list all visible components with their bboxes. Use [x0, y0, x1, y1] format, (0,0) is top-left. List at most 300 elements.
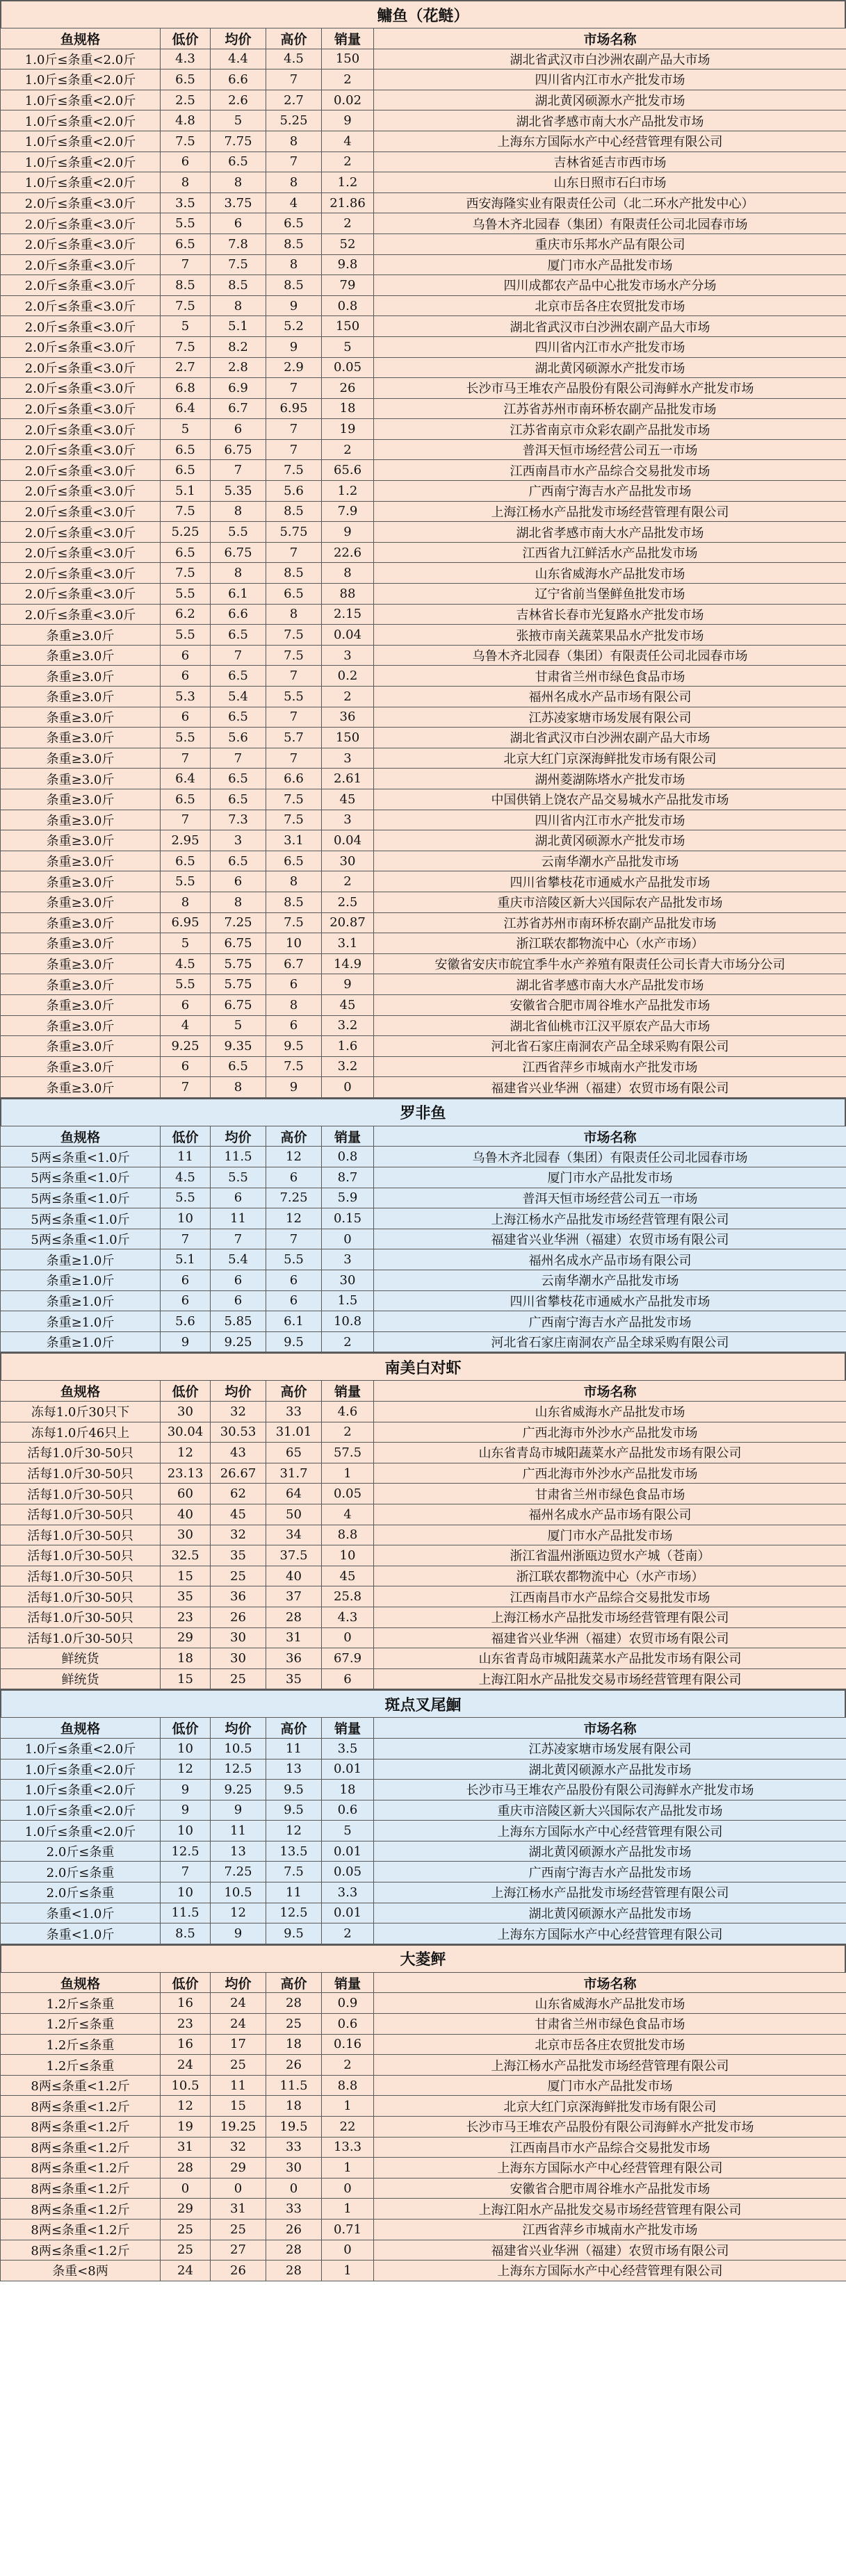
spec-cell: 5两≤条重<1.0斤: [1, 1188, 161, 1208]
volume-cell: 0.01: [322, 1841, 374, 1862]
volume-cell: 1.5: [322, 1290, 374, 1311]
high-price-cell: 6: [266, 1015, 322, 1036]
market-cell: 厦门市水产品批发市场: [374, 1525, 846, 1545]
volume-cell: 0.05: [322, 357, 374, 378]
section-title: 斑点叉尾鮰: [0, 1689, 846, 1717]
high-price-cell: 11.5: [266, 2075, 322, 2096]
spec-cell: 条重≥3.0斤: [1, 728, 161, 748]
spec-cell: 条重<1.0斤: [1, 1923, 161, 1944]
spec-cell: 1.0斤≤条重<2.0斤: [1, 1738, 161, 1759]
market-cell: 福建省兴业华洲（福建）农贸市场有限公司: [374, 2240, 846, 2261]
volume-cell: 79: [322, 275, 374, 296]
volume-cell: 3.3: [322, 1882, 374, 1903]
market-cell: 上海江杨水产品批发市场经营管理有限公司: [374, 2055, 846, 2076]
high-price-cell: 8.5: [266, 892, 322, 912]
table-row: [1, 1036, 846, 1057]
low-price-cell: 29: [161, 2199, 211, 2220]
volume-cell: 150: [322, 316, 374, 337]
market-cell: 北京大红门京深海鲜批发市场有限公司: [374, 748, 846, 769]
avg-price-cell: 5.5: [211, 1167, 266, 1188]
low-price-cell: 6.5: [161, 69, 211, 90]
volume-cell: 8.8: [322, 2075, 374, 2096]
spec-cell: 活每1.0斤30-50只: [1, 1586, 161, 1607]
table-row: [1, 1882, 846, 1903]
market-cell: 长沙市马王堆农产品股份有限公司海鲜水产批发市场: [374, 1780, 846, 1800]
avg-price-cell: 24: [211, 1993, 266, 2014]
low-price-cell: 6: [161, 151, 211, 172]
spec-cell: 条重≥3.0斤: [1, 707, 161, 728]
table-row: [1, 2117, 846, 2138]
avg-price-cell: 6.9: [211, 378, 266, 399]
low-price-cell: 10: [161, 1738, 211, 1759]
market-cell: 湖北黄冈硕源水产品批发市场: [374, 1759, 846, 1780]
spec-cell: 条重≥3.0斤: [1, 810, 161, 830]
market-cell: 厦门市水产品批发市场: [374, 2075, 846, 2096]
high-price-cell: 12: [266, 1821, 322, 1841]
table-row: [1, 522, 846, 543]
high-price-cell: 8: [266, 604, 322, 625]
spec-cell: 2.0斤≤条重<3.0斤: [1, 398, 161, 419]
low-price-cell: 6: [161, 1290, 211, 1311]
low-price-cell: 11.5: [161, 1903, 211, 1923]
high-price-cell: 7.5: [266, 625, 322, 646]
avg-price-cell: 10.5: [211, 1738, 266, 1759]
low-price-cell: 7.5: [161, 501, 211, 522]
avg-price-cell: 6.5: [211, 707, 266, 728]
avg-price-cell: 9.25: [211, 1331, 266, 1352]
column-header: 销量: [322, 1381, 374, 1402]
spec-cell: 5两≤条重<1.0斤: [1, 1147, 161, 1167]
low-price-cell: 7.5: [161, 295, 211, 316]
spec-cell: 条重≥3.0斤: [1, 645, 161, 666]
avg-price-cell: 15: [211, 2096, 266, 2117]
volume-cell: 150: [322, 728, 374, 748]
volume-cell: 20.87: [322, 912, 374, 933]
spec-cell: 1.0斤≤条重<2.0斤: [1, 110, 161, 131]
volume-cell: 30: [322, 851, 374, 871]
high-price-cell: 7.25: [266, 1188, 322, 1208]
table-row: [1, 871, 846, 892]
spec-cell: 2.0斤≤条重<3.0斤: [1, 192, 161, 213]
avg-price-cell: 6.75: [211, 994, 266, 1015]
avg-price-cell: 7: [211, 748, 266, 769]
volume-cell: 2: [322, 1331, 374, 1352]
spec-cell: 条重≥3.0斤: [1, 830, 161, 851]
low-price-cell: 6.5: [161, 233, 211, 254]
table-row: [1, 49, 846, 69]
table-row: [1, 1841, 846, 1862]
high-price-cell: 5.2: [266, 316, 322, 337]
spec-cell: 2.0斤≤条重<3.0斤: [1, 336, 161, 357]
price-table: [0, 1972, 846, 2281]
volume-cell: 3.2: [322, 1056, 374, 1077]
avg-price-cell: 29: [211, 2158, 266, 2179]
spec-cell: 条重≥3.0斤: [1, 851, 161, 871]
avg-price-cell: 11.5: [211, 1147, 266, 1167]
column-header: 高价: [266, 1972, 322, 1993]
volume-cell: 0: [322, 1229, 374, 1249]
volume-cell: 2: [322, 69, 374, 90]
market-cell: 甘肃省兰州市绿色食品市场: [374, 666, 846, 687]
header-row: [1, 1972, 846, 1993]
spec-cell: 条重≥3.0斤: [1, 953, 161, 974]
spec-cell: 2.0斤≤条重<3.0斤: [1, 378, 161, 399]
low-price-cell: 12: [161, 2096, 211, 2117]
high-price-cell: 8.5: [266, 233, 322, 254]
volume-cell: 13.3: [322, 2137, 374, 2158]
market-cell: 广西北海市外沙水产品批发市场: [374, 1422, 846, 1443]
market-cell: 上海江杨水产品批发市场经营管理有限公司: [374, 1882, 846, 1903]
table-row: [1, 2261, 846, 2281]
market-cell: 四川省内江市水产批发市场: [374, 336, 846, 357]
table-row: [1, 1648, 846, 1669]
volume-cell: 1.6: [322, 1036, 374, 1057]
price-table: [0, 28, 846, 1098]
volume-cell: 2: [322, 1422, 374, 1443]
high-price-cell: 7.5: [266, 912, 322, 933]
high-price-cell: 6.5: [266, 213, 322, 234]
spec-cell: 条重≥3.0斤: [1, 1015, 161, 1036]
volume-cell: 3: [322, 645, 374, 666]
market-cell: 福州名成水产品市场有限公司: [374, 1249, 846, 1270]
market-cell: 湖北省武汉市白沙洲农副产品大市场: [374, 728, 846, 748]
avg-price-cell: 27: [211, 2240, 266, 2261]
market-cell: 吉林省延吉市西市场: [374, 151, 846, 172]
low-price-cell: 5.3: [161, 687, 211, 707]
table-row: [1, 295, 846, 316]
spec-cell: 2.0斤≤条重<3.0斤: [1, 213, 161, 234]
high-price-cell: 6.1: [266, 1311, 322, 1332]
avg-price-cell: 43: [211, 1443, 266, 1463]
avg-price-cell: 26: [211, 1607, 266, 1627]
volume-cell: 2: [322, 687, 374, 707]
market-cell: 江西省萍乡市城南水产批发市场: [374, 1056, 846, 1077]
volume-cell: 1: [322, 2096, 374, 2117]
market-cell: 普洱天恒市场经营公司五一市场: [374, 439, 846, 460]
avg-price-cell: 5.75: [211, 953, 266, 974]
avg-price-cell: 6: [211, 1270, 266, 1291]
table-row: [1, 604, 846, 625]
market-cell: 北京市岳各庄农贸批发市场: [374, 295, 846, 316]
low-price-cell: 12.5: [161, 1841, 211, 1862]
market-cell: 中国供销上饶农产品交易城水产品批发市场: [374, 789, 846, 810]
spec-cell: 条重<8两: [1, 2261, 161, 2281]
low-price-cell: 4.5: [161, 1167, 211, 1188]
market-cell: 重庆市涪陵区新大兴国际农产品批发市场: [374, 1800, 846, 1821]
high-price-cell: 11: [266, 1738, 322, 1759]
low-price-cell: 31: [161, 2137, 211, 2158]
column-header: 销量: [322, 1972, 374, 1993]
table-row: [1, 584, 846, 605]
volume-cell: 9.8: [322, 254, 374, 275]
high-price-cell: 8: [266, 172, 322, 193]
market-cell: 河北省石家庄南洞农产品全球采购有限公司: [374, 1036, 846, 1057]
high-price-cell: 7: [266, 378, 322, 399]
spec-cell: 8两≤条重<1.2斤: [1, 2117, 161, 2138]
column-header: 销量: [322, 1718, 374, 1739]
table-row: [1, 357, 846, 378]
high-price-cell: 35: [266, 1668, 322, 1689]
low-price-cell: 4.3: [161, 49, 211, 69]
table-row: [1, 1229, 846, 1249]
market-cell: 福建省兴业华洲（福建）农贸市场有限公司: [374, 1077, 846, 1098]
high-price-cell: 33: [266, 2137, 322, 2158]
spec-cell: 2.0斤≤条重<3.0斤: [1, 254, 161, 275]
column-header: 销量: [322, 1126, 374, 1147]
market-cell: 江苏凌家塘市场发展有限公司: [374, 707, 846, 728]
high-price-cell: 7: [266, 1229, 322, 1249]
spec-cell: 活每1.0斤30-50只: [1, 1504, 161, 1525]
header-row: [1, 1718, 846, 1739]
low-price-cell: 23.13: [161, 1463, 211, 1484]
avg-price-cell: 30.53: [211, 1422, 266, 1443]
low-price-cell: 10: [161, 1882, 211, 1903]
market-cell: 山东日照市石臼市场: [374, 172, 846, 193]
market-cell: 普洱天恒市场经营公司五一市场: [374, 1188, 846, 1208]
market-cell: 北京市岳各庄农贸批发市场: [374, 2034, 846, 2055]
high-price-cell: 9: [266, 1077, 322, 1098]
market-cell: 湖北省孝感市南大水产品批发市场: [374, 974, 846, 995]
spec-cell: 2.0斤≤条重<3.0斤: [1, 563, 161, 584]
high-price-cell: 12: [266, 1147, 322, 1167]
volume-cell: 18: [322, 398, 374, 419]
high-price-cell: 31.7: [266, 1463, 322, 1484]
market-cell: 湖北省武汉市白沙洲农副产品大市场: [374, 49, 846, 69]
table-row: [1, 851, 846, 871]
column-header: 均价: [211, 1126, 266, 1147]
low-price-cell: 18: [161, 1648, 211, 1669]
volume-cell: 14.9: [322, 953, 374, 974]
low-price-cell: 6.5: [161, 439, 211, 460]
high-price-cell: 26: [266, 2219, 322, 2240]
avg-price-cell: 32: [211, 1525, 266, 1545]
low-price-cell: 40: [161, 1504, 211, 1525]
high-price-cell: 2.7: [266, 90, 322, 110]
table-row: [1, 1015, 846, 1036]
low-price-cell: 6: [161, 1270, 211, 1291]
volume-cell: 0.15: [322, 1208, 374, 1229]
table-row: [1, 1627, 846, 1648]
spec-cell: 8两≤条重<1.2斤: [1, 2075, 161, 2096]
spec-cell: 2.0斤≤条重<3.0斤: [1, 481, 161, 502]
table-row: [1, 90, 846, 110]
table-row: [1, 1566, 846, 1586]
avg-price-cell: 6.75: [211, 933, 266, 954]
low-price-cell: 8: [161, 892, 211, 912]
volume-cell: 22.6: [322, 542, 374, 563]
section-title: 鳙鱼（花鲢）: [0, 0, 846, 28]
high-price-cell: 8.5: [266, 275, 322, 296]
spec-cell: 条重≥3.0斤: [1, 912, 161, 933]
spec-cell: 2.0斤≤条重<3.0斤: [1, 501, 161, 522]
avg-price-cell: 5.1: [211, 316, 266, 337]
volume-cell: 2: [322, 439, 374, 460]
table-row: [1, 1923, 846, 1944]
table-row: [1, 2240, 846, 2261]
table-row: [1, 316, 846, 337]
high-price-cell: 7: [266, 69, 322, 90]
avg-price-cell: 35: [211, 1545, 266, 1566]
high-price-cell: 3.1: [266, 830, 322, 851]
volume-cell: 3: [322, 748, 374, 769]
volume-cell: 0.6: [322, 2014, 374, 2035]
table-row: [1, 1402, 846, 1422]
low-price-cell: 7: [161, 254, 211, 275]
column-header: 均价: [211, 1718, 266, 1739]
low-price-cell: 11: [161, 1147, 211, 1167]
table-row: [1, 1780, 846, 1800]
high-price-cell: 50: [266, 1504, 322, 1525]
volume-cell: 8.8: [322, 1525, 374, 1545]
low-price-cell: 6.95: [161, 912, 211, 933]
low-price-cell: 5.5: [161, 871, 211, 892]
market-cell: 江苏省苏州市南环桥农副产品批发市场: [374, 912, 846, 933]
table-row: [1, 1525, 846, 1545]
spec-cell: 1.0斤≤条重<2.0斤: [1, 90, 161, 110]
spec-cell: 8两≤条重<1.2斤: [1, 2219, 161, 2240]
market-cell: 浙江联农都物流中心（水产市场）: [374, 933, 846, 954]
market-cell: 河北省石家庄南洞农产品全球采购有限公司: [374, 1331, 846, 1352]
table-row: [1, 1249, 846, 1270]
table-row: [1, 542, 846, 563]
volume-cell: 8.7: [322, 1167, 374, 1188]
low-price-cell: 16: [161, 1993, 211, 2014]
low-price-cell: 7.5: [161, 336, 211, 357]
volume-cell: 3: [322, 810, 374, 830]
avg-price-cell: 11: [211, 2075, 266, 2096]
low-price-cell: 9: [161, 1800, 211, 1821]
avg-price-cell: 8.5: [211, 275, 266, 296]
low-price-cell: 5.5: [161, 728, 211, 748]
market-cell: 重庆市涪陵区新大兴国际农产品批发市场: [374, 892, 846, 912]
table-row: [1, 2014, 846, 2035]
table-row: [1, 1167, 846, 1188]
avg-price-cell: 8: [211, 295, 266, 316]
market-cell: 江西省萍乡市城南水产批发市场: [374, 2219, 846, 2240]
spec-cell: 8两≤条重<1.2斤: [1, 2240, 161, 2261]
spec-cell: 2.0斤≤条重<3.0斤: [1, 316, 161, 337]
spec-cell: 条重≥3.0斤: [1, 625, 161, 646]
table-row: [1, 1607, 846, 1627]
low-price-cell: 5: [161, 933, 211, 954]
high-price-cell: 19.5: [266, 2117, 322, 2138]
high-price-cell: 12.5: [266, 1903, 322, 1923]
market-cell: 江西南昌市水产品综合交易批发市场: [374, 1586, 846, 1607]
low-price-cell: 30.04: [161, 1422, 211, 1443]
table-row: [1, 707, 846, 728]
volume-cell: 1: [322, 2261, 374, 2281]
high-price-cell: 7.5: [266, 810, 322, 830]
spec-cell: 1.0斤≤条重<2.0斤: [1, 131, 161, 151]
avg-price-cell: 6: [211, 213, 266, 234]
high-price-cell: 28: [266, 2240, 322, 2261]
table-row: [1, 1759, 846, 1780]
low-price-cell: 8: [161, 172, 211, 193]
spec-cell: 2.0斤≤条重<3.0斤: [1, 233, 161, 254]
low-price-cell: 2.5: [161, 90, 211, 110]
spec-cell: 2.0斤≤条重<3.0斤: [1, 460, 161, 481]
table-row: [1, 789, 846, 810]
low-price-cell: 0: [161, 2178, 211, 2199]
high-price-cell: 40: [266, 1566, 322, 1586]
spec-cell: 2.0斤≤条重<3.0斤: [1, 357, 161, 378]
volume-cell: 1: [322, 2199, 374, 2220]
column-header: 高价: [266, 1126, 322, 1147]
section-1: [0, 1098, 846, 1353]
table-row: [1, 645, 846, 666]
spec-cell: 条重≥3.0斤: [1, 687, 161, 707]
high-price-cell: 9.5: [266, 1036, 322, 1057]
table-row: [1, 830, 846, 851]
column-header: 鱼规格: [1, 28, 161, 49]
low-price-cell: 6: [161, 707, 211, 728]
volume-cell: 3.1: [322, 933, 374, 954]
low-price-cell: 7.5: [161, 131, 211, 151]
table-row: [1, 336, 846, 357]
spec-cell: 1.2斤≤条重: [1, 2014, 161, 2035]
volume-cell: 2: [322, 213, 374, 234]
spec-cell: 条重≥3.0斤: [1, 748, 161, 769]
market-cell: 福建省兴业华洲（福建）农贸市场有限公司: [374, 1627, 846, 1648]
spec-cell: 活每1.0斤30-50只: [1, 1463, 161, 1484]
low-price-cell: 6: [161, 1056, 211, 1077]
market-cell: 山东省威海水产品批发市场: [374, 563, 846, 584]
avg-price-cell: 31: [211, 2199, 266, 2220]
avg-price-cell: 7.25: [211, 1862, 266, 1882]
high-price-cell: 31.01: [266, 1422, 322, 1443]
low-price-cell: 6.4: [161, 769, 211, 789]
table-row: [1, 1821, 846, 1841]
low-price-cell: 9.25: [161, 1036, 211, 1057]
table-row: [1, 1484, 846, 1504]
table-row: [1, 460, 846, 481]
volume-cell: 2: [322, 1923, 374, 1944]
spec-cell: 8两≤条重<1.2斤: [1, 2178, 161, 2199]
avg-price-cell: 9: [211, 1923, 266, 1944]
low-price-cell: 7: [161, 810, 211, 830]
high-price-cell: 9.5: [266, 1780, 322, 1800]
table-row: [1, 892, 846, 912]
table-row: [1, 1903, 846, 1923]
table-row: [1, 1270, 846, 1291]
volume-cell: 22: [322, 2117, 374, 2138]
market-cell: 北京大红门京深海鲜批发市场有限公司: [374, 2096, 846, 2117]
market-cell: 江西南昌市水产品综合交易批发市场: [374, 460, 846, 481]
spec-cell: 鲜统货: [1, 1648, 161, 1669]
spec-cell: 条重<1.0斤: [1, 1903, 161, 1923]
spec-cell: 2.0斤≤条重: [1, 1882, 161, 1903]
table-row: [1, 2158, 846, 2179]
table-row: [1, 419, 846, 440]
volume-cell: 30: [322, 1270, 374, 1291]
market-cell: 湖北黄冈硕源水产品批发市场: [374, 1903, 846, 1923]
low-price-cell: 25: [161, 2240, 211, 2261]
high-price-cell: 6: [266, 974, 322, 995]
low-price-cell: 5.1: [161, 481, 211, 502]
avg-price-cell: 5.5: [211, 522, 266, 543]
spec-cell: 条重≥3.0斤: [1, 871, 161, 892]
low-price-cell: 5.5: [161, 974, 211, 995]
spec-cell: 1.0斤≤条重<2.0斤: [1, 49, 161, 69]
market-cell: 四川省攀枝花市通威水产品批发市场: [374, 871, 846, 892]
avg-price-cell: 7: [211, 1229, 266, 1249]
section-3: [0, 1689, 846, 1944]
market-cell: 湖北黄冈硕源水产批发市场: [374, 830, 846, 851]
low-price-cell: 5.5: [161, 584, 211, 605]
spec-cell: 2.0斤≤条重<3.0斤: [1, 295, 161, 316]
low-price-cell: 29: [161, 1627, 211, 1648]
table-row: [1, 110, 846, 131]
